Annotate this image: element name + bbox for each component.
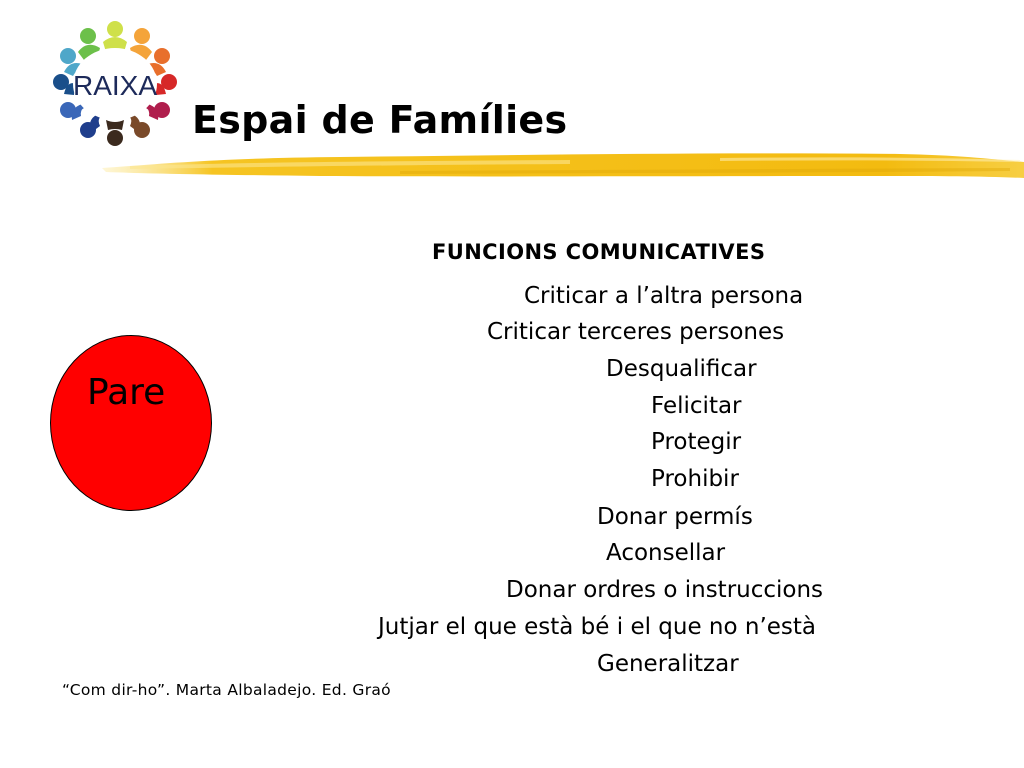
brush-stroke-divider: [100, 146, 1024, 192]
function-item: Criticar terceres persones: [487, 319, 785, 345]
function-item: Donar permís: [597, 504, 753, 530]
function-item: Felicitar: [651, 393, 742, 419]
function-item: Donar ordres o instruccions: [506, 577, 824, 603]
role-label: Pare: [87, 372, 166, 413]
logo-text: RAIXA: [72, 70, 158, 101]
function-item: Protegir: [651, 429, 742, 455]
function-item: Jutjar el que està bé i el que no n’està: [378, 614, 817, 640]
function-item: Aconsellar: [606, 540, 726, 566]
page-title: Espai de Famílies: [192, 98, 568, 142]
source-citation: “Com dir-ho”. Marta Albaladejo. Ed. Graó: [62, 681, 391, 699]
function-item: Desqualificar: [606, 356, 757, 382]
raixa-logo: [50, 18, 180, 148]
role-circle: [50, 335, 212, 511]
function-item: Criticar a l’altra persona: [524, 283, 804, 309]
raixa-logo-graphic: [50, 18, 180, 148]
section-heading: FUNCIONS COMUNICATIVES: [432, 240, 766, 264]
function-item: Generalitzar: [597, 651, 739, 677]
function-item: Prohibir: [651, 466, 739, 492]
